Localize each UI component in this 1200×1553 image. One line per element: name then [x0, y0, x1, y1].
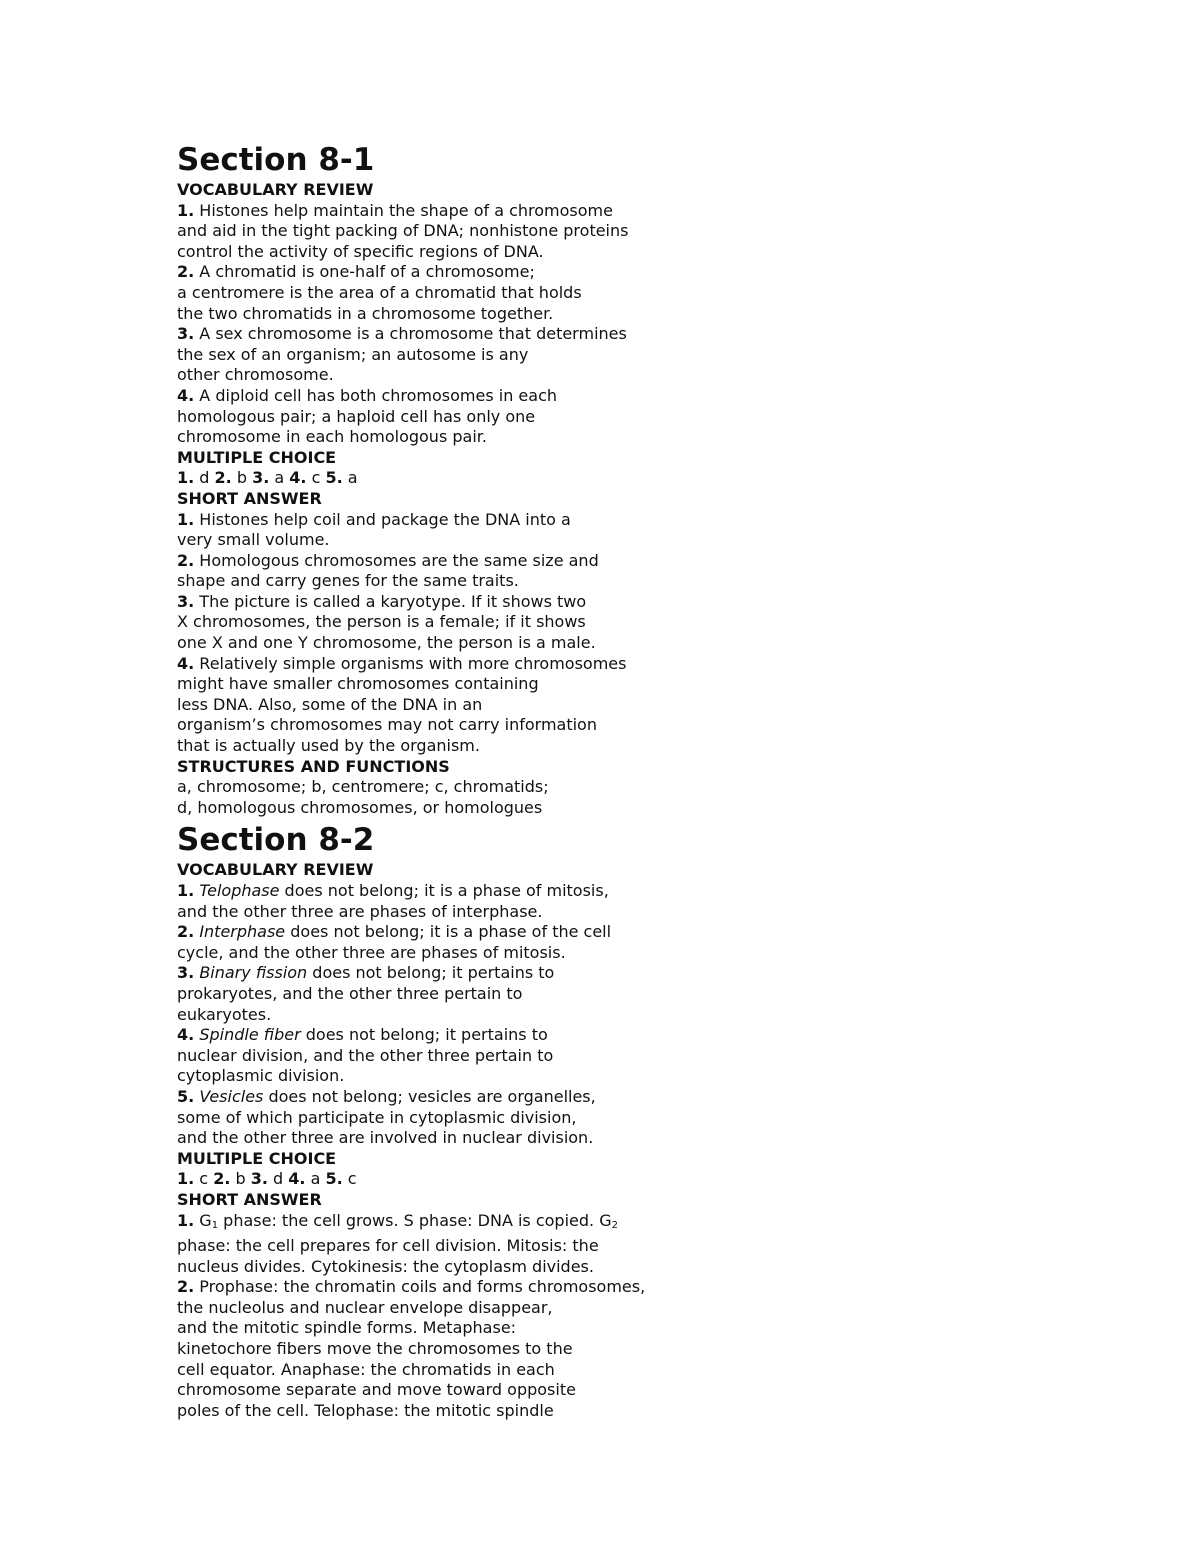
mc-number: 1.: [177, 468, 195, 488]
text-line: and the other three are involved in nuclear division.: [177, 1128, 594, 1148]
section-8-1: [177, 140, 877, 818]
text-line: eukaryotes.: [177, 1004, 272, 1024]
mc-answer: d: [267, 1169, 289, 1189]
vocab-item-2: [177, 262, 877, 283]
subscript: 1: [211, 1219, 219, 1231]
section-title: Section 8-1: [177, 142, 375, 178]
text-line: control the activity of specific regions of DNA.: [177, 241, 544, 261]
item-text: does not belong; it is a phase of the cell: [285, 922, 612, 942]
vocab-item-5: [177, 1087, 877, 1108]
item-number: 3.: [177, 963, 195, 983]
text-line: the nucleolus and nuclear envelope disappear,: [177, 1297, 553, 1317]
item-text: does not belong; it is a phase of mitosis,: [279, 881, 609, 900]
item-text: The picture is called a karyotype. If it shows two: [194, 591, 587, 611]
item-number: 2.: [177, 922, 195, 942]
text-line: X chromosomes, the person is a female; if it shows: [177, 612, 586, 632]
text-line: and the other three are phases of interphase.: [177, 901, 543, 921]
multiple-choice-answers: [177, 468, 877, 489]
mc-number: 4.: [288, 1169, 306, 1189]
text-line: prokaryotes, and the other three pertain to: [177, 983, 523, 1003]
mc-number: 4.: [289, 468, 307, 488]
item-number: 3.: [177, 591, 195, 611]
item-text: phase: the cell grows. S phase: DNA is copied. G: [218, 1210, 612, 1230]
text-line: nucleus divides. Cytokinesis: the cytoplasm divides.: [177, 1256, 594, 1276]
short-answer-heading: SHORT ANSWER: [177, 488, 322, 508]
short-answer-2: [177, 551, 877, 572]
item-text: A chromatid is one-half of a chromosome;: [194, 262, 535, 282]
item-term: Interphase: [199, 922, 286, 942]
item-text: does not belong; vesicles are organelles,: [263, 1086, 596, 1106]
short-answer-4: [177, 654, 877, 675]
mc-number: 1.: [177, 1169, 195, 1189]
mc-answer: b: [230, 1169, 251, 1189]
item-term: Binary fission: [199, 963, 308, 983]
mc-number: 3.: [250, 1169, 268, 1189]
text-line: one X and one Y chromosome, the person is a male.: [177, 633, 596, 653]
vocabulary-review-heading: VOCABULARY REVIEW: [177, 860, 374, 880]
item-term: Telophase: [199, 881, 280, 900]
text-line: the two chromatids in a chromosome together.: [177, 303, 554, 323]
mc-answer: a: [342, 468, 358, 488]
text-line: kinetochore fibers move the chromosomes to the: [177, 1339, 573, 1359]
text-line: might have smaller chromosomes containing: [177, 674, 539, 694]
mc-answer: d: [194, 468, 215, 488]
mc-answer: b: [231, 468, 253, 488]
text-line: organism’s chromosomes may not carry information: [177, 715, 597, 735]
mc-number: 2.: [214, 468, 232, 488]
item-number: 1.: [177, 509, 195, 529]
text-line: chromosome in each homologous pair.: [177, 427, 487, 447]
text-line: poles of the cell. Telophase: the mitotic spindle: [177, 1400, 554, 1420]
mc-answer: a: [269, 468, 290, 488]
text-line: a, chromosome; b, centromere; c, chromatids;: [177, 777, 549, 797]
mc-answer: c: [306, 468, 326, 488]
section-8-2: [177, 820, 877, 1421]
text-line: less DNA. Also, some of the DNA in an: [177, 694, 483, 714]
mc-answer: a: [305, 1169, 326, 1189]
item-text: Prophase: the chromatin coils and forms chromosomes,: [194, 1277, 646, 1297]
text-line: and aid in the tight packing of DNA; nonhistone proteins: [177, 221, 629, 241]
item-text: A sex chromosome is a chromosome that determines: [194, 324, 627, 344]
item-number: 2.: [177, 1277, 195, 1297]
text-line: cytoplasmic division.: [177, 1066, 345, 1086]
vocabulary-review-heading: VOCABULARY REVIEW: [177, 180, 374, 199]
vocab-item-1: [177, 881, 877, 902]
mc-answer: c: [194, 1169, 214, 1189]
item-text: Histones help coil and package the DNA into a: [194, 509, 571, 529]
text-line: chromosome separate and move toward opposite: [177, 1380, 576, 1400]
vocab-item-3: [177, 324, 877, 345]
mc-answer: c: [342, 1169, 357, 1189]
text-line: a centromere is the area of a chromatid that holds: [177, 282, 582, 302]
text-line: other chromosome.: [177, 365, 334, 385]
subscript: 2: [611, 1219, 618, 1231]
text-line: that is actually used by the organism.: [177, 736, 480, 756]
mc-number: 5.: [325, 1169, 343, 1189]
item-number: 2.: [177, 550, 195, 570]
multiple-choice-heading: MULTIPLE CHOICE: [177, 447, 337, 467]
short-answer-1: [177, 510, 877, 531]
mc-number: 5.: [325, 468, 343, 488]
item-text: does not belong; it pertains to: [307, 963, 555, 983]
vocab-item-4: [177, 1025, 877, 1046]
short-answer-2: [177, 1277, 877, 1298]
item-text: G: [194, 1210, 212, 1230]
item-term: Spindle fiber: [199, 1025, 301, 1045]
text-line: d, homologous chromosomes, or homologues: [177, 797, 543, 817]
item-number: 3.: [177, 324, 195, 344]
multiple-choice-heading: MULTIPLE CHOICE: [177, 1148, 337, 1168]
item-number: 4.: [177, 1025, 195, 1045]
mc-number: 2.: [213, 1169, 231, 1189]
short-answer-3: [177, 592, 877, 613]
item-number: 4.: [177, 385, 195, 405]
text-line: shape and carry genes for the same traits.: [177, 571, 519, 591]
mc-number: 3.: [252, 468, 270, 488]
vocab-item-4: [177, 386, 877, 407]
item-text: Homologous chromosomes are the same size and: [194, 550, 599, 570]
text-line: some of which participate in cytoplasmic division,: [177, 1107, 577, 1127]
text-line: the sex of an organism; an autosome is any: [177, 344, 529, 364]
item-text: A diploid cell has both chromosomes in each: [194, 385, 558, 405]
item-number: 4.: [177, 653, 195, 673]
text-line: and the mitotic spindle forms. Metaphase:: [177, 1318, 517, 1338]
text-line: cycle, and the other three are phases of mitosis.: [177, 942, 566, 962]
item-number: 1.: [177, 200, 195, 220]
text-line: homologous pair; a haploid cell has only one: [177, 406, 536, 426]
short-answer-1: [177, 1211, 877, 1237]
multiple-choice-answers: [177, 1169, 877, 1190]
item-number: 2.: [177, 262, 195, 282]
vocab-item-3: [177, 963, 877, 984]
item-text: does not belong; it pertains to: [300, 1025, 548, 1045]
text-line: nuclear division, and the other three pertain to: [177, 1045, 554, 1065]
section-title: Section 8-2: [177, 822, 375, 859]
short-answer-heading: SHORT ANSWER: [177, 1189, 322, 1209]
item-text: Histones help maintain the shape of a chromosome: [194, 200, 613, 220]
structures-functions-heading: STRUCTURES AND FUNCTIONS: [177, 756, 450, 776]
item-number: 1.: [177, 881, 195, 900]
text-line: very small volume.: [177, 530, 330, 550]
text-line: cell equator. Anaphase: the chromatids in each: [177, 1359, 555, 1379]
item-number: 5.: [177, 1086, 195, 1106]
item-term: Vesicles: [199, 1086, 264, 1106]
item-text: Relatively simple organisms with more chromosomes: [194, 653, 627, 673]
vocab-item-1: [177, 201, 877, 222]
item-number: 1.: [177, 1210, 195, 1230]
vocab-item-2: [177, 922, 877, 943]
document-page: [177, 140, 877, 1421]
text-line: phase: the cell prepares for cell division. Mitosis: the: [177, 1236, 599, 1256]
